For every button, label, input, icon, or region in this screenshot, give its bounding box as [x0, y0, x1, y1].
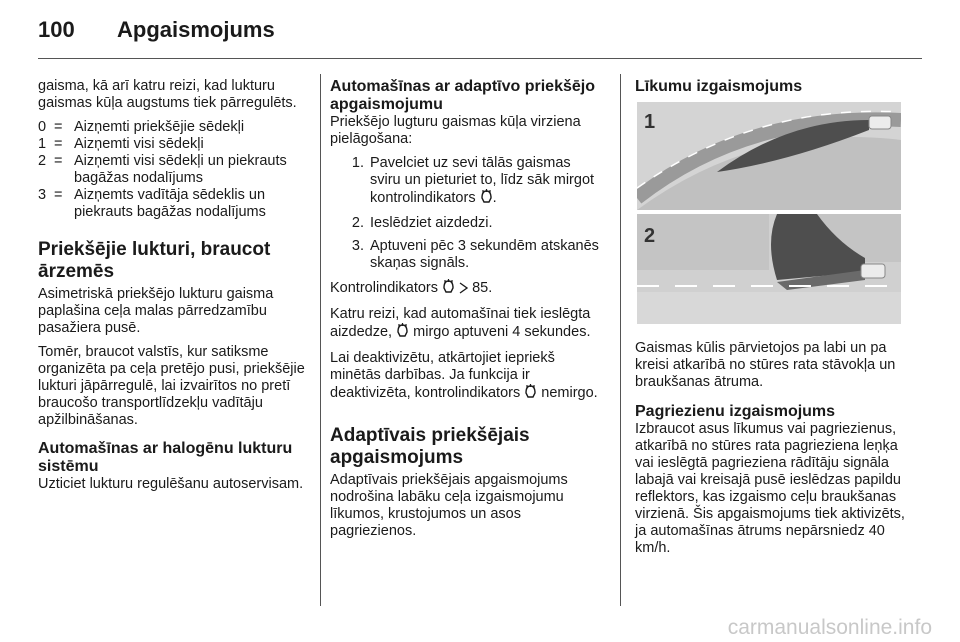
list-key: 3 [38, 187, 47, 203]
step-item [330, 155, 602, 209]
curve-lighting-figure [637, 102, 901, 324]
list-key: 2 [38, 153, 47, 169]
abroad-paragraph-2: Tomēr, braucot valstīs, kur satiksme organizēta pa ceļa pretējo pusi, priekšējie lukturi jāpārregulē, lai izvairītos no pretī braucošo transportlīdzekļu vadītāju apžilbināšanas. [38, 344, 305, 428]
step-text: Aptuveni pēc 3 sekundēm atskanēs skaņas signāls. [370, 238, 599, 271]
column-3 [635, 78, 915, 564]
step-text: Pavelciet uz sevi tālās gaismas sviru un pieturiet to, līdz sāk mirgot kontrolindikators . [370, 155, 602, 209]
column-2 [330, 78, 602, 547]
headlight-indicator-icon [396, 323, 409, 343]
watermark: carmanualsonline.info [727, 616, 932, 639]
list-eq: = [54, 136, 63, 152]
list-eq: = [54, 187, 63, 203]
adaptive-sub-heading: Automašīnas ar adaptīvo priekšējo apgaismojumu [330, 78, 595, 113]
abroad-paragraph-1: Asimetriskā priekšējo lukturu gaisma paplašina ceļa malas pārredzamību pasažiera pusē. [38, 286, 274, 336]
list-text: Aizņemti visi sēdekļi un piekrauts bagāžas nodalījums [74, 153, 287, 186]
list-item [38, 136, 310, 153]
curve-heading: Līkumu izgaismojums [635, 78, 803, 95]
load-level-list [38, 119, 310, 221]
step-number: 2. [351, 215, 364, 231]
list-eq: = [54, 153, 63, 169]
list-eq: = [54, 119, 63, 135]
headlight-indicator-icon [442, 279, 455, 299]
list-text: Aizņemti priekšējie sēdekļi [74, 119, 245, 135]
page-number: 100 [38, 17, 75, 42]
adaptive-intro: Priekšējo lugturu gaismas kūļa virziena pielāgošana: [330, 114, 581, 147]
halogen-paragraph: Uzticiet lukturu regulēšanu autoservisam. [38, 476, 304, 492]
figure-label-2: 2 [644, 225, 656, 247]
header-rule [38, 58, 922, 59]
turn-heading: Pagriezienu izgaismojums [635, 403, 836, 420]
step-number: 1. [351, 155, 364, 171]
column-1 [38, 78, 310, 500]
turn-paragraph: Izbraucot asus līkumus vai pagriezienus, atkarībā no stūres rata pagrieziena leņķa vai ieslēgtā pagrieziena rādītāju signāla labajā vai kreisajā pusē ieslēdzas papildu reflektors, kas izgaismo ceļu braukšanas virzienā. Šis apgaismojums tiek aktivizēts, ja automašīnas ātrums nepārsniedz 40 km/h. [635, 421, 905, 556]
abroad-heading: Priekšējie lukturi, braucot ārzemēs [38, 239, 271, 282]
step-text: Ieslēdziet aizdedzi. [370, 215, 493, 231]
afl-heading: Adaptīvais priekšējais apgaismojums [330, 425, 530, 468]
deactivate-paragraph: Lai deaktivizētu, atkārtojiet iepriekš minētās darbības. Ja funkcija ir deaktivizēta, kontrolindikators nemirgo. [330, 350, 602, 404]
list-text: Aizņemti visi sēdekļi [74, 136, 204, 152]
blink-paragraph: Katru reizi, kad automašīnai tiek ieslēgta aizdedze, mirgo aptuveni 4 sekundes. [330, 306, 602, 343]
list-item [38, 153, 310, 187]
step-item [330, 215, 602, 232]
column-divider-1 [320, 74, 321, 606]
list-key: 1 [38, 136, 47, 152]
halogen-heading: Automašīnas ar halogēnu lukturu sistēmu [38, 440, 293, 475]
adjustment-steps [330, 155, 602, 272]
list-text: Aizņemts vadītāja sēdeklis un piekrauts bagāžas nodalījums [74, 187, 266, 220]
list-item [38, 119, 310, 136]
indicator-reference: Kontrolindikators 85. [330, 279, 602, 299]
headlight-indicator-icon [524, 384, 537, 404]
column-divider-2 [620, 74, 621, 606]
step-number: 3. [351, 238, 364, 254]
list-item [38, 187, 310, 221]
figure-label-1: 1 [644, 111, 656, 133]
headlight-indicator-icon [480, 189, 493, 209]
page-title: Apgaismojums [117, 17, 275, 42]
step-item [330, 238, 602, 272]
page-reference-icon [459, 282, 468, 299]
intro-paragraph: gaisma, kā arī katru reizi, kad lukturu gaismas kūļa augstums tiek pārregulēts. [38, 78, 297, 111]
curve-paragraph: Gaismas kūlis pārvietojos pa labi un pa kreisi atkarībā no stūres rata stāvokļa un braukšanas ātruma. [635, 340, 896, 390]
list-key: 0 [38, 119, 47, 135]
afl-paragraph: Adaptīvais priekšējais apgaismojums nodrošina labāku ceļa izgaismojumu līkumos, krustojumos un asos pagriezienos. [330, 472, 568, 539]
